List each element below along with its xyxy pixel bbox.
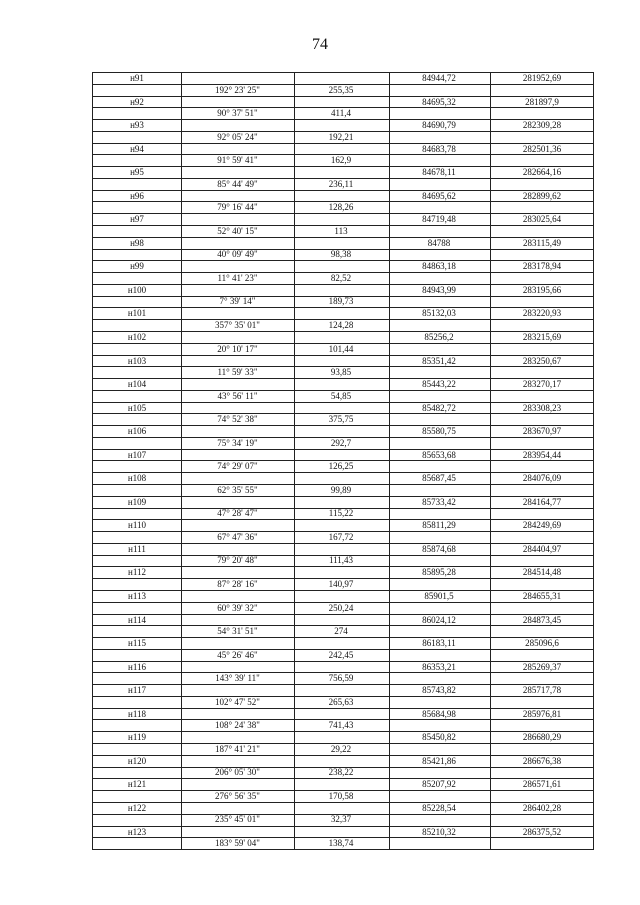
coordinate-x: 85207,92 [422, 779, 456, 790]
point-name: н101 [127, 308, 147, 319]
distance: 128,26 [328, 202, 354, 213]
table-bottom-rule [92, 849, 594, 850]
distance: 124,28 [328, 319, 354, 330]
direction-angle: 183° 59' 04" [215, 838, 260, 848]
point-name: н119 [128, 732, 146, 743]
table-row [92, 425, 594, 449]
coordinate-x: 85684,98 [422, 708, 456, 719]
coordinate-x: 84690,79 [422, 120, 456, 131]
direction-angle: 62° 35' 55" [217, 484, 258, 495]
coordinate-y: 286402,28 [522, 802, 562, 813]
point-name: н111 [128, 543, 146, 554]
coordinate-y: 285269,37 [522, 661, 562, 672]
point-name: н118 [128, 708, 146, 719]
coordinate-y: 283954,44 [522, 449, 562, 460]
direction-angle: 11° 41' 23" [217, 272, 258, 283]
distance: 99,89 [330, 484, 352, 495]
table-row [92, 802, 594, 826]
direction-angle: 52° 40' 15" [217, 225, 258, 236]
point-name: н113 [128, 591, 146, 602]
point-name: н115 [128, 638, 146, 649]
direction-angle: 45° 26' 46" [217, 649, 258, 660]
point-name: н92 [130, 96, 144, 107]
direction-angle: 54° 31' 51" [217, 626, 258, 637]
coordinate-x: 85901,5 [424, 591, 454, 602]
distance: 93,85 [330, 367, 352, 378]
distance: 255,35 [328, 84, 354, 95]
table-row [92, 566, 594, 590]
coordinate-x: 84719,48 [422, 214, 456, 225]
coordinate-y: 283308,23 [522, 402, 562, 413]
coordinate-y: 284076,09 [522, 473, 562, 484]
direction-angle: 74° 29' 07" [217, 461, 258, 472]
table-row [92, 307, 594, 331]
table-row [92, 260, 594, 284]
table-row [92, 496, 594, 520]
distance: 741,43 [328, 720, 354, 731]
coordinate-y: 284873,45 [522, 614, 562, 625]
direction-angle: 20° 10' 17" [217, 343, 258, 354]
table-row [92, 661, 594, 685]
distance: 113 [334, 225, 348, 236]
coordinate-y: 284164,77 [522, 496, 562, 507]
coordinate-y: 283025,64 [522, 214, 562, 225]
direction-angle: 92° 05' 24" [217, 131, 258, 142]
direction-angle: 357° 35' 01" [215, 319, 260, 330]
direction-angle: 276° 56' 35" [215, 790, 260, 801]
table-row [92, 590, 594, 614]
distance: 250,24 [328, 602, 354, 613]
coordinate-x: 85210,32 [422, 826, 456, 837]
table-row [92, 755, 594, 779]
distance: 375,75 [328, 414, 354, 425]
coordinate-x: 85653,68 [422, 449, 456, 460]
distance: 54,85 [330, 390, 352, 401]
point-name: н107 [127, 449, 147, 460]
point-name: н99 [130, 261, 144, 272]
point-name: н102 [127, 332, 147, 343]
point-name: н98 [130, 237, 144, 248]
direction-angle: 108° 24' 38" [215, 720, 260, 731]
distance: 32,37 [330, 814, 352, 825]
direction-angle: 43° 56' 11" [217, 390, 258, 401]
direction-angle: 67° 47' 36" [217, 531, 258, 542]
distance: 236,11 [328, 178, 354, 189]
coordinate-y: 281897,9 [525, 96, 559, 107]
table-row [92, 826, 594, 850]
table-row [92, 731, 594, 755]
direction-angle: 75° 34' 19" [217, 437, 258, 448]
coordinate-x: 84683,78 [422, 143, 456, 154]
coordinate-y: 284514,48 [522, 567, 562, 578]
point-name: н116 [128, 661, 146, 672]
distance: 138,74 [328, 838, 354, 848]
table-row [92, 143, 594, 167]
distance: 238,22 [328, 767, 354, 778]
direction-angle: 79° 20' 48" [217, 555, 258, 566]
coordinate-y: 283250,67 [522, 355, 562, 366]
coordinate-x: 85743,82 [422, 685, 456, 696]
coordinate-y: 286680,29 [522, 732, 562, 743]
coordinate-x: 85443,22 [422, 379, 456, 390]
coordinate-y: 282309,28 [522, 120, 562, 131]
distance: 29,22 [330, 743, 352, 754]
distance: 111,43 [328, 555, 354, 566]
table-row [92, 519, 594, 543]
coordinate-y: 285096,6 [525, 638, 559, 649]
distance: 265,63 [328, 696, 354, 707]
coordinate-x: 85351,42 [422, 355, 456, 366]
table-row [92, 778, 594, 802]
direction-angle: 187° 41' 21" [215, 743, 260, 754]
point-name: н114 [128, 614, 146, 625]
point-name: н104 [127, 379, 147, 390]
coordinate-y: 283215,69 [522, 332, 562, 343]
distance: 167,72 [328, 531, 354, 542]
coordinate-x: 85580,75 [422, 426, 456, 437]
coordinate-y: 284404,97 [522, 543, 562, 554]
direction-angle: 74° 52' 38" [217, 414, 258, 425]
table-row [92, 331, 594, 355]
table-row [92, 472, 594, 496]
coordinate-y: 284655,31 [522, 591, 562, 602]
point-name: н95 [130, 167, 144, 178]
point-name: н97 [130, 214, 144, 225]
point-name: н123 [127, 826, 147, 837]
coordinate-x: 85228,54 [422, 802, 456, 813]
coordinate-y: 283115,49 [523, 237, 561, 248]
direction-angle: 47° 28' 47" [217, 508, 258, 519]
coordinate-y: 284249,69 [522, 520, 562, 531]
table-row [92, 637, 594, 661]
direction-angle: 235° 45' 01" [215, 814, 260, 825]
distance: 162,9 [330, 155, 352, 166]
coordinate-x: 85687,45 [422, 473, 456, 484]
distance: 126,25 [328, 461, 354, 472]
point-name: н103 [127, 355, 147, 366]
distance: 98,38 [330, 249, 352, 260]
table-row [92, 684, 594, 708]
table-row [92, 355, 594, 379]
distance: 82,52 [330, 272, 352, 283]
distance: 756,59 [328, 673, 354, 684]
point-name: н105 [127, 402, 147, 413]
coordinate-x: 84944,72 [422, 73, 456, 83]
coordinate-y: 286676,38 [522, 755, 562, 766]
coordinate-y: 282899,62 [522, 190, 562, 201]
table-row [92, 96, 594, 120]
coordinate-x: 85421,86 [422, 755, 456, 766]
direction-angle: 11° 59' 33" [217, 367, 258, 378]
coordinate-y: 283178,94 [522, 261, 562, 272]
table-row [92, 449, 594, 473]
table-row [92, 237, 594, 261]
coordinate-x: 85132,03 [422, 308, 456, 319]
distance: 411,4 [331, 108, 351, 119]
distance: 140,97 [328, 578, 354, 589]
table-row [92, 402, 594, 426]
direction-angle: 192° 23' 25" [215, 84, 260, 95]
point-name: н109 [127, 496, 147, 507]
distance: 274 [334, 626, 348, 637]
table-row [92, 72, 594, 96]
direction-angle: 87° 28' 16" [217, 578, 258, 589]
coordinate-x: 84695,62 [422, 190, 456, 201]
coordinate-x: 85256,2 [424, 332, 454, 343]
point-name: н112 [128, 567, 146, 578]
direction-angle: 79° 16' 44" [217, 202, 258, 213]
distance: 189,73 [328, 296, 354, 307]
coordinate-x: 85811,29 [422, 520, 456, 531]
coordinate-y: 283270,17 [522, 379, 562, 390]
coordinate-y: 283670,97 [522, 426, 562, 437]
page-number: 74 [312, 36, 328, 53]
coordinate-y: 286571,61 [522, 779, 562, 790]
direction-angle: 60° 39' 32" [217, 602, 258, 613]
coordinate-x: 85482,72 [422, 402, 456, 413]
coordinate-y: 286375,52 [522, 826, 562, 837]
coordinate-x: 85874,68 [422, 543, 456, 554]
direction-angle: 90° 37' 51" [217, 108, 258, 119]
direction-angle: 91° 59' 41" [217, 155, 258, 166]
point-name: н117 [128, 685, 146, 696]
coordinate-x: 85450,82 [422, 732, 456, 743]
coordinate-x: 84788 [427, 237, 451, 248]
direction-angle: 7° 39' 14" [219, 296, 256, 307]
table-row [92, 166, 594, 190]
coordinate-x: 84943,99 [422, 284, 456, 295]
table-row [92, 378, 594, 402]
point-name: н122 [127, 802, 147, 813]
table-row [92, 614, 594, 638]
coordinate-x: 84678,11 [422, 167, 456, 178]
point-name: н94 [130, 143, 144, 154]
coordinate-x: 84863,18 [422, 261, 456, 272]
point-name: н120 [127, 755, 147, 766]
coordinate-x: 84695,32 [422, 96, 456, 107]
coordinate-y: 283195,66 [522, 284, 562, 295]
table-row [92, 543, 594, 567]
coordinates-table [92, 72, 594, 849]
distance: 170,58 [328, 790, 354, 801]
coordinate-y: 285717,78 [522, 685, 562, 696]
coordinate-y: 282501,36 [522, 143, 562, 154]
direction-angle: 143° 39' 11" [215, 673, 260, 684]
coordinate-x: 85895,28 [422, 567, 456, 578]
distance: 101,44 [328, 343, 354, 354]
table-row [92, 119, 594, 143]
direction-angle: 206° 05' 30" [215, 767, 260, 778]
distance: 242,45 [328, 649, 354, 660]
coordinate-x: 86024,12 [422, 614, 456, 625]
table-row [92, 190, 594, 214]
point-name: н110 [128, 520, 146, 531]
distance: 115,22 [328, 508, 354, 519]
point-name: н96 [130, 190, 144, 201]
table-row [92, 284, 594, 308]
coordinate-x: 86183,11 [422, 638, 456, 649]
table-row [92, 708, 594, 732]
direction-angle: 102° 47' 52" [215, 696, 260, 707]
distance: 192,21 [328, 131, 354, 142]
direction-angle: 85° 44' 49" [217, 178, 258, 189]
coordinate-y: 285976,81 [522, 708, 562, 719]
coordinate-x: 85733,42 [422, 496, 456, 507]
coordinate-y: 283220,93 [522, 308, 562, 319]
table-row [92, 213, 594, 237]
distance: 292,7 [330, 437, 352, 448]
coordinate-x: 86353,21 [422, 661, 456, 672]
point-name: н108 [127, 473, 147, 484]
point-name: н106 [127, 426, 147, 437]
coordinate-y: 281952,69 [522, 73, 562, 83]
point-name: н91 [130, 73, 144, 83]
direction-angle: 40° 09' 49" [217, 249, 258, 260]
coordinate-y: 282664,16 [522, 167, 562, 178]
point-name: н93 [130, 120, 144, 131]
point-name: н100 [127, 284, 147, 295]
point-name: н121 [127, 779, 147, 790]
